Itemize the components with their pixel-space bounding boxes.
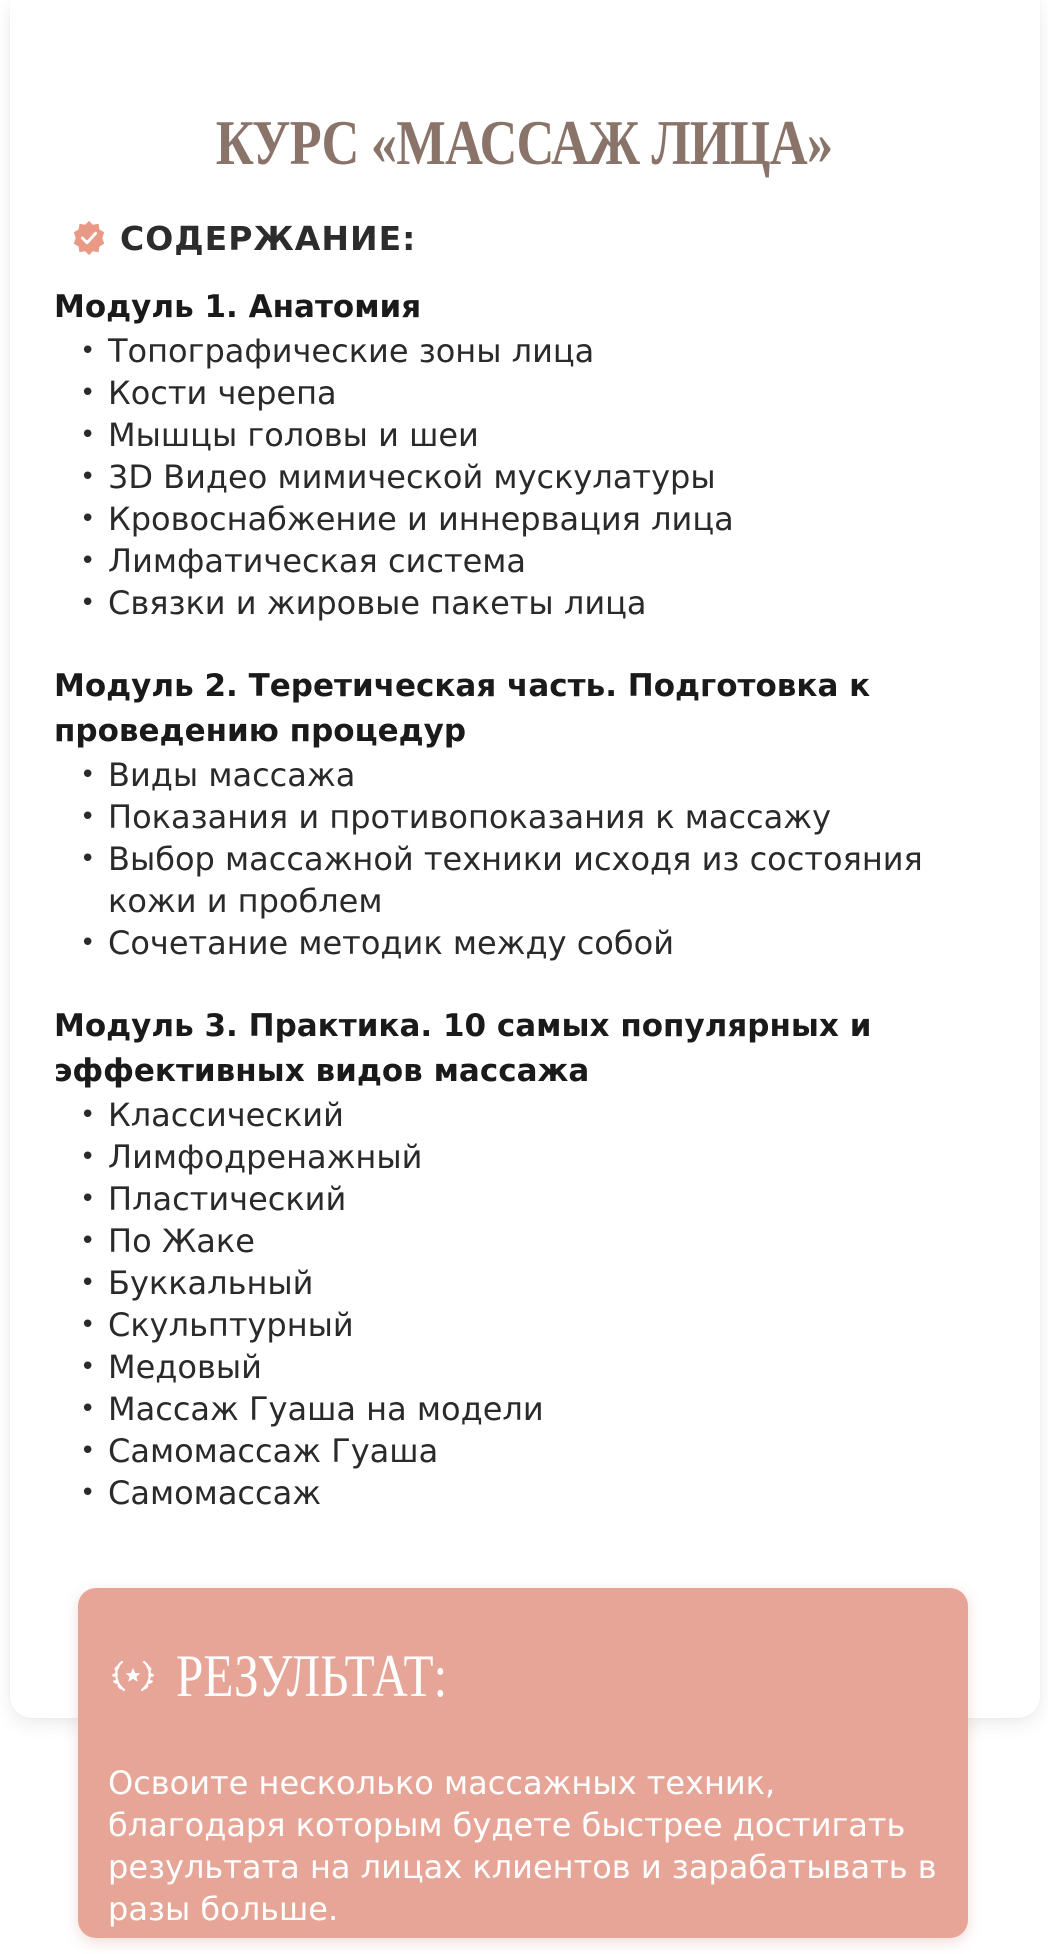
bullet: • (80, 1142, 96, 1172)
list-item: • 3D Видео мимической мускулатуры (80, 458, 716, 496)
list-item: • Массаж Гуаша на модели (80, 1390, 544, 1428)
module-title: Модуль 3. Практика. 10 самых популярных и эффективных видов массажа (54, 1008, 872, 1089)
bullet: • (80, 1184, 96, 1214)
module-title: Модуль 2. Теретическая часть. Подготовка к проведению процедур (54, 668, 871, 749)
bullet: • (80, 420, 96, 450)
list-item: • Пластический (80, 1180, 347, 1218)
list-item: • Мышцы головы и шеи (80, 416, 479, 454)
result-box (78, 1588, 968, 1938)
module-items (54, 754, 954, 964)
bullet: • (80, 378, 96, 408)
bullet: • (80, 928, 96, 958)
list-item: • Кости черепа (80, 374, 337, 412)
result-text: Освоите несколько массажных техник, благодаря которым будете быстрее достигать результата на лицах клиентов и зарабатывать в разы больше. (108, 1764, 937, 1928)
bullet: • (80, 336, 96, 366)
bullet: • (80, 1352, 96, 1382)
bullet: • (80, 1100, 96, 1130)
bullet: • (80, 546, 96, 576)
list-item: • Виды массажа (80, 756, 356, 794)
list-item: • Самомассаж (80, 1474, 322, 1512)
bullet: • (80, 802, 96, 832)
list-item: • Скульптурный (80, 1306, 354, 1344)
list-item: • Лимфатическая система (80, 542, 527, 580)
list-item: • Медовый (80, 1348, 262, 1386)
list-item: • Буккальный (80, 1264, 314, 1302)
list-item: • Показания и противопоказания к массажу (80, 798, 832, 836)
result-header (108, 1643, 507, 1709)
contents-label: СОДЕРЖАНИЕ: (120, 218, 417, 258)
bullet: • (80, 1310, 96, 1340)
list-item: • Классический (80, 1096, 344, 1134)
result-title: РЕЗУЛЬТАТ: (176, 1643, 448, 1709)
bullet: • (80, 760, 96, 790)
check-badge-icon (70, 219, 108, 257)
bullet: • (80, 1268, 96, 1298)
modules-list (54, 285, 954, 1514)
list-item: • Лимфодренажный (80, 1138, 423, 1176)
page-title: КУРС «МАССАЖ ЛИЦА» (215, 106, 833, 178)
bullet: • (80, 844, 96, 874)
list-item: • Выбор массажной техники исходя из состояния кожи и проблем (80, 840, 923, 920)
list-item: • Кровоснабжение и иннервация лица (80, 500, 734, 538)
list-item: • По Жаке (80, 1222, 255, 1260)
module-2 (54, 664, 954, 964)
bullet: • (80, 1436, 96, 1466)
bullet: • (80, 1478, 96, 1508)
bullet: • (80, 1394, 96, 1424)
laurel-wreath-icon (108, 1656, 158, 1696)
list-item: • Сочетание методик между собой (80, 924, 674, 962)
bullet: • (80, 504, 96, 534)
bullet: • (80, 588, 96, 618)
list-item: • Связки и жировые пакеты лица (80, 584, 647, 622)
bullet: • (80, 462, 96, 492)
list-item: • Самомассаж Гуаша (80, 1432, 439, 1470)
module-items (54, 330, 954, 624)
module-3 (54, 1004, 954, 1514)
module-1 (54, 285, 954, 624)
module-title: Модуль 1. Анатомия (54, 289, 422, 325)
contents-header (70, 218, 416, 258)
bullet: • (80, 1226, 96, 1256)
module-items (54, 1094, 954, 1514)
list-item: • Топографические зоны лица (80, 332, 595, 370)
